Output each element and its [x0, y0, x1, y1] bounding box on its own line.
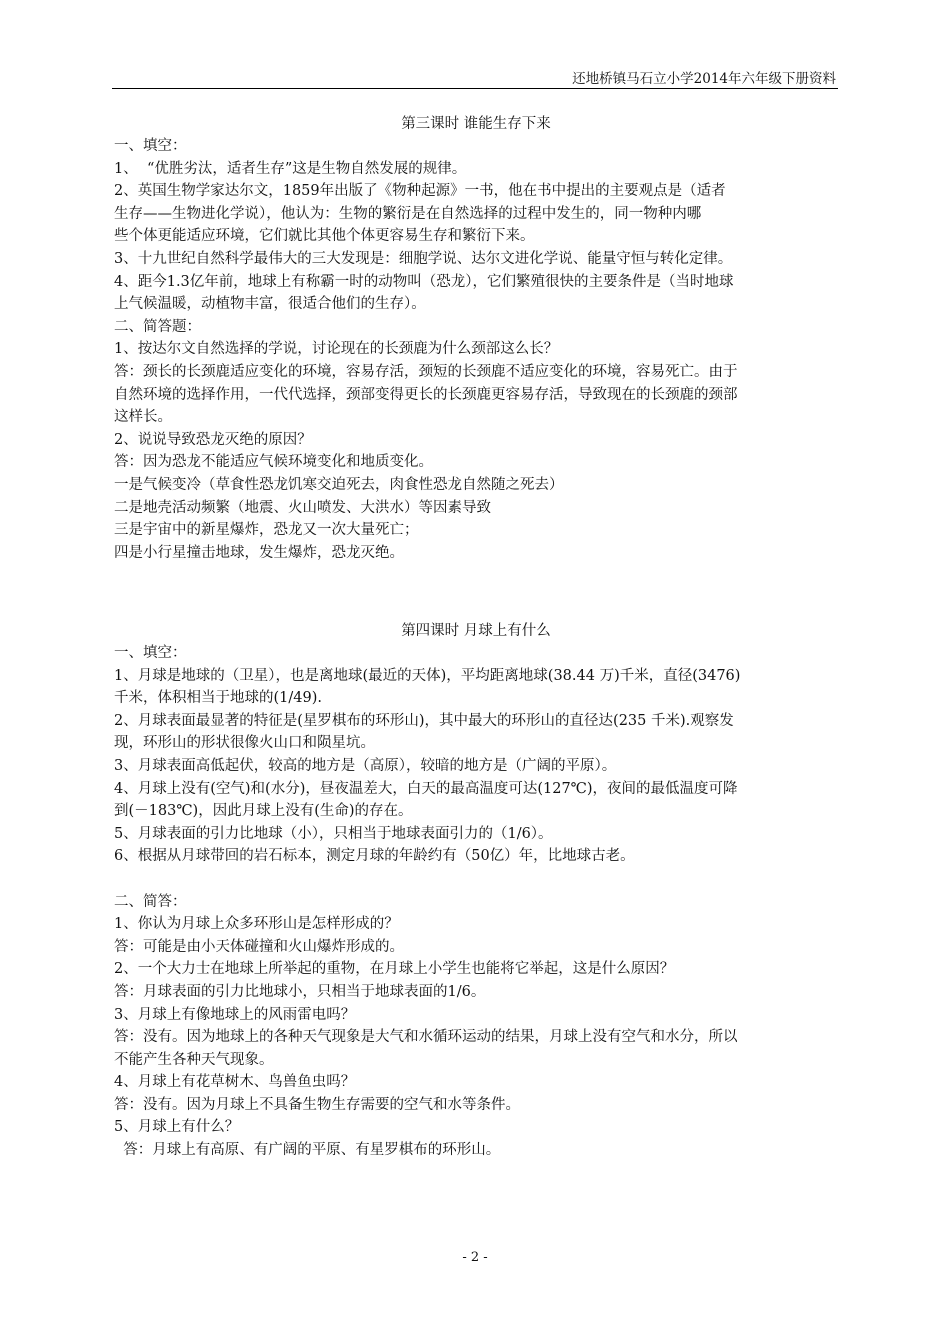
text-line: 1、按达尔文自然选择的学说，讨论现在的长颈鹿为什么颈部这么长？	[114, 341, 559, 358]
text-line: 答：没有。因为月球上不具备生物生存需要的空气和水等条件。	[114, 1096, 520, 1113]
text-line: 3、月球上有像地球上的风雨雷电吗？	[114, 1006, 356, 1023]
lesson-3-section	[114, 113, 838, 564]
lesson-4-section	[114, 620, 838, 1162]
text-line: 答：月球上有高原、有广阔的平原、有星罗棋布的环形山。	[114, 1142, 501, 1159]
paragraph-spacer	[114, 868, 838, 891]
text-line: 3、月球表面高低起伏，较高的地方是（高原），较暗的地方是（广阔的平原）。	[114, 757, 617, 774]
text-line: 二是地壳活动频繁（地震、火山喷发、大洪水）等因素导致	[114, 499, 491, 516]
text-line: 1、你认为月球上众多环形山是怎样形成的？	[114, 916, 399, 933]
text-line: 1、 “优胜劣汰，适者生存”这是生物自然发展的规律。	[114, 160, 467, 177]
text-line: 现，环形山的形状很像火山口和陨星坑。	[114, 735, 375, 752]
text-line: 二、简答题：	[114, 318, 201, 335]
text-line: 不能产生各种天气现象。	[114, 1051, 274, 1068]
header-rule	[112, 88, 838, 89]
text-line: 一、填空：	[114, 645, 187, 661]
text-line: 答：可能是由小天体碰撞和火山爆炸形成的。	[114, 938, 404, 955]
text-line: 2、月球表面最显著的特征是(星罗棋布的环形山)，其中最大的环形山的直径达(235 千米).观察发	[114, 712, 734, 729]
text-line: 一是气候变冷（草食性恐龙饥寒交迫死去，肉食性恐龙自然随之死去）	[114, 476, 564, 493]
text-line: 3、十九世纪自然科学最伟大的三大发现是：细胞学说、达尔文进化学说、能量守恒与转化定律。	[114, 250, 733, 267]
text-line: 些个体更能适应环境，它们就比其他个体更容易生存和繁衍下来。	[114, 228, 535, 245]
text-line: 这样长。	[114, 409, 172, 426]
text-line: 自然环境的选择作用，一代代选择，颈部变得更长的长颈鹿更容易存活，导致现在的长颈鹿的颈部	[114, 386, 738, 403]
text-line: 到(－183℃)，因此月球上没有(生命)的存在。	[114, 803, 413, 820]
text-line: 答：颈长的长颈鹿适应变化的环境，容易存活，颈短的长颈鹿不适应变化的环境，容易死亡。由于	[114, 363, 738, 380]
text-line: 四是小行星撞击地球，发生爆炸，恐龙灭绝。	[114, 544, 404, 561]
text-line: 4、月球上没有(空气)和(水分)，昼夜温差大，白天的最高温度可达(127℃)，夜间的最低温度可降	[114, 780, 738, 797]
text-line: 2、英国生物学家达尔文，1859年出版了《物种起源》一书，他在书中提出的主要观点是（适者	[114, 183, 726, 200]
text-line: 2、一个大力士在地球上所举起的重物，在月球上小学生也能将它举起，这是什么原因？	[114, 961, 675, 978]
text-line: 5、月球上有什么？	[114, 1119, 240, 1136]
text-line: 三是宇宙中的新星爆炸，恐龙又一次大量死亡；	[114, 522, 419, 539]
text-line: 4、月球上有花草树木、鸟兽鱼虫吗？	[114, 1074, 356, 1091]
text-line: 答：月球表面的引力比地球小，只相当于地球表面的1/6。	[114, 983, 486, 1000]
page-number: - 2 -	[462, 1250, 488, 1265]
text-line: 答：没有。因为地球上的各种天气现象是大气和水循环运动的结果，月球上没有空气和水分，所以	[114, 1029, 738, 1046]
text-line: 千米，体积相当于地球的(1/49).	[114, 690, 322, 707]
text-line: 二、简答：	[114, 893, 187, 910]
lesson-3-title: 第三课时 谁能生存下来	[401, 116, 551, 132]
text-line: 生存——生物进化学说），他认为：生物的繁衍是在自然选择的过程中发生的，同一物种内哪	[114, 205, 702, 222]
lesson-3-body	[114, 135, 838, 564]
text-line: 答：因为恐龙不能适应气候环境变化和地质变化。	[114, 454, 433, 471]
text-line: 一、填空：	[114, 138, 187, 154]
text-line: 上气候温暖，动植物丰富，很适合他们的生存）。	[114, 296, 426, 313]
text-line: 5、月球表面的引力比地球（小），只相当于地球表面引力的（1/6）。	[114, 825, 553, 842]
lesson-4-title: 第四课时 月球上有什么	[401, 623, 551, 639]
text-line: 1、月球是地球的（卫星），也是离地球(最近的天体)，平均距离地球(38.44 万)千米，直径(3476)	[114, 667, 741, 684]
lesson-4-short-answer	[114, 891, 838, 1162]
text-line: 6、根据从月球带回的岩石标本，测定月球的年龄约有（50亿）年，比地球古老。	[114, 848, 635, 865]
text-line: 4、距今1.3亿年前，地球上有称霸一时的动物叫（恐龙），它们繁殖很快的主要条件是（当时地球	[114, 273, 734, 290]
page-header: 还地桥镇马石立小学2014年六年级下册资料	[572, 71, 836, 87]
text-line: 2、说说导致恐龙灭绝的原因？	[114, 431, 312, 448]
lesson-4-fill-in	[114, 642, 838, 868]
